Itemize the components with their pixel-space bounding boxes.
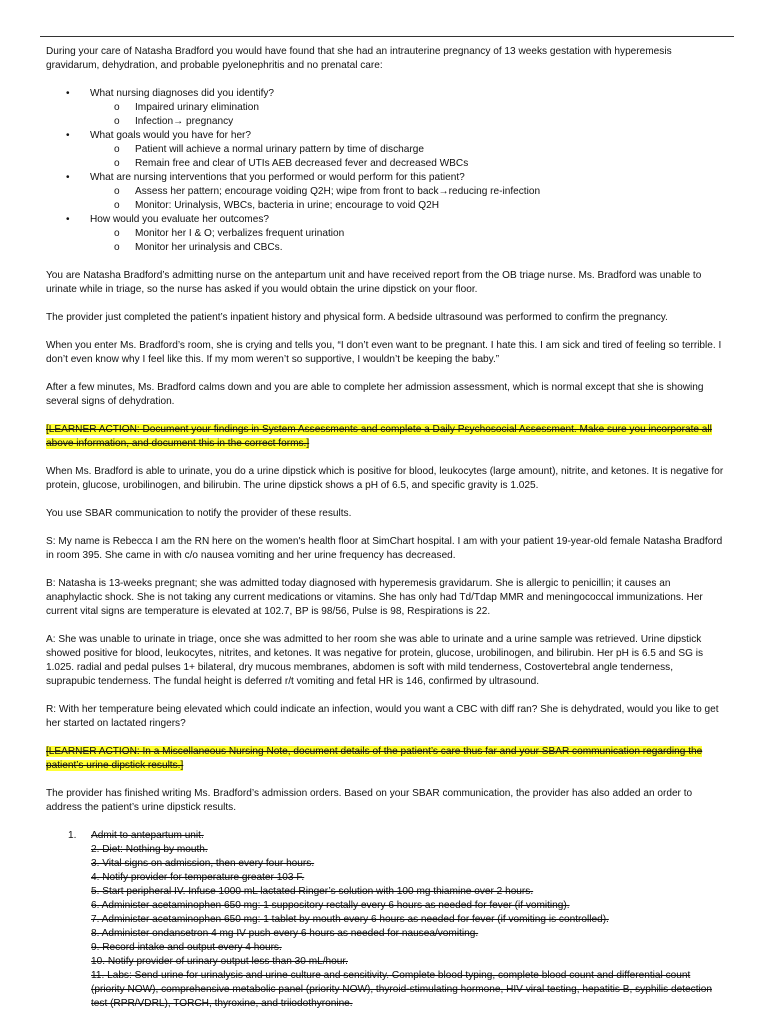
bullet-icon: • xyxy=(66,130,70,141)
bullet-icon: • xyxy=(66,88,70,99)
list-item: o Infection→ pregnancy xyxy=(114,116,234,127)
intro-paragraph: During your care of Natasha Bradford you would have found that she had an intrauterine pregnancy of 13 weeks gestation with hyperemesis gravidarum, dehydration, and probable pyelonephritis and no prenatal care: xyxy=(46,46,672,71)
document-body xyxy=(46,45,724,1011)
order-number: 1. xyxy=(68,830,77,841)
list-item: o Assess her pattern; encourage voiding Q2H; wipe from front to back→reducing re-infection xyxy=(114,186,541,197)
list-item: o Monitor her I & O; verbalizes frequent urination xyxy=(114,228,345,239)
orders-intro-paragraph: The provider has finished writing Ms. Bradford’s admission orders. Based on your SBAR communication, the provider has also added an order to address the patient’s urine dipstick results. xyxy=(46,788,693,813)
circle-bullet-icon: o xyxy=(114,158,120,169)
sub-list xyxy=(90,101,724,129)
sbar-recommendation: R: With her temperature being elevated which could indicate an infection, would you want a CBC with diff ran? She is dehydrated, would you like to get her started on lactated ringers? xyxy=(46,704,719,729)
sbar-situation: S: My name is Rebecca I am the RN here on the women's health floor at SimChart hospital. I am with your patient 19-year-old female Natasha Bradford in room 395. She came in with c/o nausea vomiting and her urine frequency has decreased. xyxy=(46,536,723,561)
sub-list xyxy=(90,185,724,213)
order-line: 3. Vital signs on admission, then every four hours. xyxy=(91,858,315,869)
list-item: o Impaired urinary elimination xyxy=(114,102,259,113)
learner-action-1: [LEARNER ACTION: Document your findings in System Assessments and complete a Daily Psychosocial Assessment. Make sure you incorporate all above information, and document this in the correct forms.] xyxy=(46,424,712,449)
list-item: • What goals would you have for her? o Patient will achieve a normal urinary pattern by time of discharge o Remain free and clear of UTIs AEB decreased fever and decreased WBCs xyxy=(46,129,724,171)
sub-list xyxy=(90,227,724,255)
list-item: o Patient will achieve a normal urinary pattern by time of discharge xyxy=(114,144,424,155)
report-paragraph: You are Natasha Bradford’s admitting nurse on the antepartum unit and have received report from the OB triage nurse. Ms. Bradford was unable to urinate while in triage, so the nurse has asked if you would obtain the urine dipstick on your floor. xyxy=(46,270,702,295)
order-line: 10. Notify provider of urinary output less than 30 mL/hour. xyxy=(91,956,348,967)
order-line: 7. Administer acetaminophen 650 mg: 1 tablet by mouth every 6 hours as needed for fever (if vomiting is controlled). xyxy=(91,914,609,925)
list-item: • How would you evaluate her outcomes? o Monitor her I & O; verbalizes frequent urination o Monitor her urinalysis and CBCs. xyxy=(46,213,724,255)
list-item: o Monitor her urinalysis and CBCs. xyxy=(114,242,283,253)
bullet-icon: • xyxy=(66,214,70,225)
circle-bullet-icon: o xyxy=(114,144,120,155)
list-item: o Remain free and clear of UTIs AEB decreased fever and decreased WBCs xyxy=(114,158,469,169)
sbar-assessment: A: She was unable to urinate in triage, once she was admitted to her room she was able to urinate and a urine sample was retrieved. Urine dipstick showed positive for blood, leukocytes, nitrites, and ketones. It was negative for protein, glucose, urobilinogen, and bilirubin. Her pH is 6.5 and SG is 1.025. radial and pedal pulses 1+ bilateral, dry mucous membranes, abdomen is soft with mild tenderness, Costovertebral angle tenderness, suprapubic tenderness. The fundal height is deferred r/t vomiting and fetal HR is 146, confirmed by ultrasound. xyxy=(46,634,704,687)
admission-orders xyxy=(46,829,724,1011)
circle-bullet-icon: o xyxy=(114,228,120,239)
order-line: 4. Notify provider for temperature greater 103 F. xyxy=(91,872,305,883)
order-line: 2. Diet: Nothing by mouth. xyxy=(91,844,208,855)
sbar-background: B: Natasha is 13-weeks pregnant; she was admitted today diagnosed with hyperemesis gravidarum. She is allergic to penicillin; it causes an anaphylactic shock. She is not taking any current medications or vitamins. She has only had Td/Tdap MMR and meningococcal immunizations. Her current vital signs are temperature is elevated at 102.7, BP is 98/56, Pulse is 98, Respirations is 22. xyxy=(46,578,703,617)
dipstick-paragraph: When Ms. Bradford is able to urinate, you do a urine dipstick which is positive for blood, leukocytes (large amount), nitrite, and ketones. It is negative for protein, glucose, urobilinogen, and bilirubin. The urine dipstick shows a pH of 6.5, and specific gravity is 1.025. xyxy=(46,466,724,491)
patient-quote-paragraph: When you enter Ms. Bradford’s room, she is crying and tells you, “I don’t even want to be pregnant. I hate this. I am sick and tired of feeling so terrible. I don’t even know why I feel like this. If my mom weren’t so supportive, I wouldn’t be keeping the baby.” xyxy=(46,340,722,365)
circle-bullet-icon: o xyxy=(114,186,120,197)
sbar-intro-paragraph: You use SBAR communication to notify the provider of these results. xyxy=(46,508,352,519)
sub-list xyxy=(90,143,724,171)
order-line: 5. Start peripheral IV. Infuse 1000 mL lactated Ringer’s solution with 100 mg thiamine over 2 hours. xyxy=(91,886,534,897)
circle-bullet-icon: o xyxy=(114,102,120,113)
list-item: o Monitor: Urinalysis, WBCs, bacteria in urine; encourage to void Q2H xyxy=(114,200,440,211)
header-rule xyxy=(40,36,734,37)
circle-bullet-icon: o xyxy=(114,200,120,211)
order-line: 6. Administer acetaminophen 650 mg: 1 suppository rectally every 6 hours as needed for fever (if vomiting). xyxy=(91,900,570,911)
order-line: 8. Administer ondansetron 4 mg IV push every 6 hours as needed for nausea/vomiting. xyxy=(91,928,479,939)
assessment-paragraph: After a few minutes, Ms. Bradford calms down and you are able to complete her admission assessment, which is normal except that she is showing several signs of dehydration. xyxy=(46,382,704,407)
list-item: • What are nursing interventions that you performed or would perform for this patient? o Assess her pattern; encourage voiding Q2H; wipe from front to back→reducing re-infection o Monitor: Urinalysis, WBCs, bacteria in urine; encourage to void Q2H xyxy=(46,171,724,213)
order-lines xyxy=(46,829,724,1011)
circle-bullet-icon: o xyxy=(114,116,120,127)
bullet-icon: • xyxy=(66,172,70,183)
learner-action-2: [LEARNER ACTION: In a Miscellaneous Nursing Note, document details of the patient’s care thus far and your SBAR communication regarding the patient’s urine dipstick results.] xyxy=(46,746,703,771)
list-item: • What nursing diagnoses did you identify? o Impaired urinary elimination o Infection→ pregnancy xyxy=(46,87,724,129)
history-paragraph: The provider just completed the patient’s inpatient history and physical form. A bedside ultrasound was performed to confirm the pregnancy. xyxy=(46,312,668,323)
order-line: Admit to antepartum unit. xyxy=(91,830,204,841)
order-line: 9. Record intake and output every 4 hours. xyxy=(91,942,282,953)
order-line: 11. Labs: Send urine for urinalysis and urine culture and sensitivity. Complete blood typing, complete blood count and differential count (priority NOW), comprehensive metabolic panel (priority NOW), thyroid-stimulating hormone, HIV viral testing, hepatitis B, syphilis detection test (RPR/VDRL), TORCH, thyroxine, and triiodothyronine. xyxy=(91,970,712,1009)
circle-bullet-icon: o xyxy=(114,242,120,253)
question-list xyxy=(46,87,724,255)
